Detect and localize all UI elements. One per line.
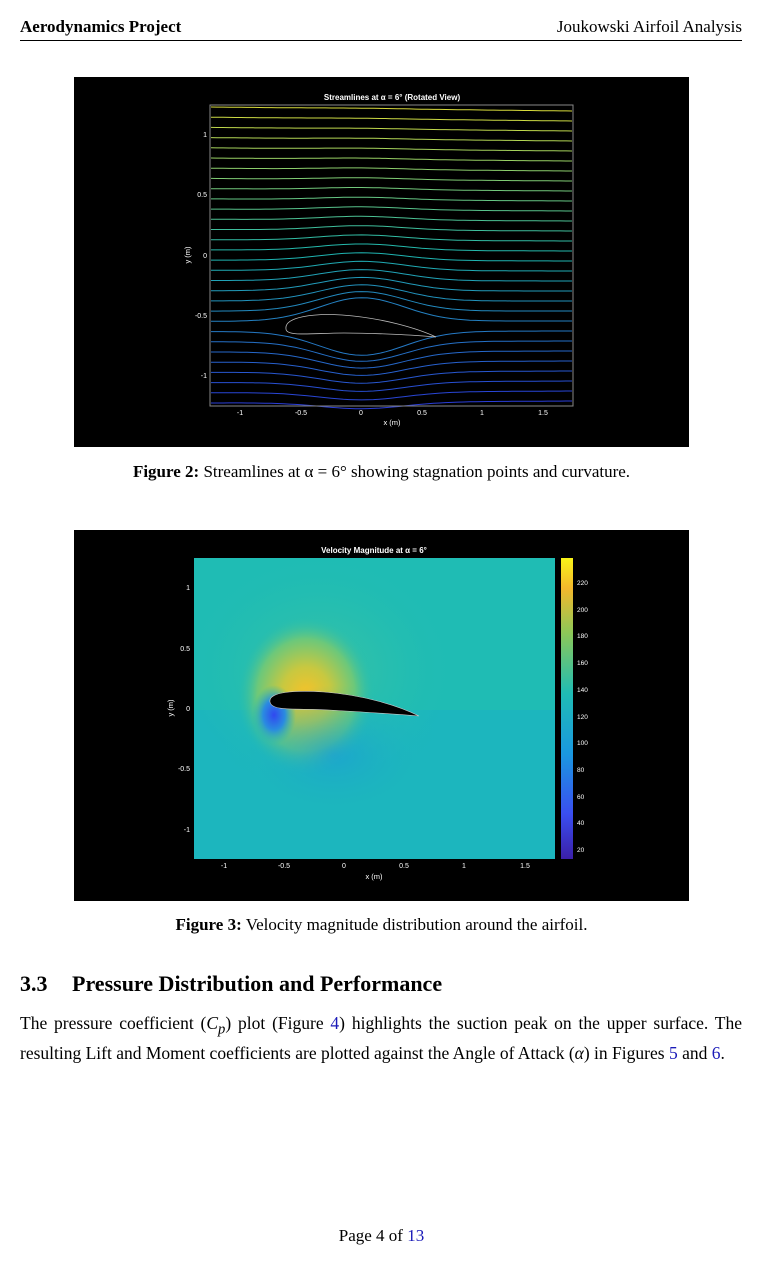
y-tick-label: -0.5	[194, 313, 207, 320]
colorbar-tick-label: 200	[577, 607, 588, 614]
streamline	[211, 226, 572, 231]
x-tick-label: -1	[220, 863, 228, 870]
y-tick-label: 1	[186, 585, 190, 592]
text-run: ) in Figures	[583, 1042, 669, 1063]
streamline	[211, 207, 572, 211]
page-header	[20, 16, 742, 41]
x-tick-label: 1	[480, 410, 484, 417]
plot-title: Velocity Magnitude at α = 6°	[321, 546, 427, 555]
figure-3-caption	[0, 915, 763, 935]
header-left: Aerodynamics Project	[20, 17, 182, 36]
footer-prefix: Page 4 of	[338, 1226, 408, 1245]
text-run: ) plot (Figure	[225, 1013, 331, 1033]
text-run: ) highlights the suction peak on the upper surface. The resulting Lift and Moment coefficients are plotted against the Angle of Attack (	[20, 1013, 743, 1063]
page-footer	[0, 1226, 763, 1246]
streamline	[211, 351, 572, 368]
colorbar-tick-label: 60	[577, 794, 585, 801]
y-axis-label: y (m)	[183, 246, 192, 264]
colorbar-tick-label: 120	[577, 714, 588, 721]
figure-2-streamlines	[74, 77, 689, 447]
x-tick-labels	[221, 863, 530, 870]
math-alpha: α	[574, 1042, 584, 1063]
text-run: The pressure coefficient (	[20, 1013, 207, 1033]
streamline	[211, 197, 572, 201]
streamline	[211, 216, 572, 221]
colorbar-tick-label: 160	[577, 660, 588, 667]
figure-3-velocity-magnitude	[74, 530, 689, 901]
streamline	[211, 253, 572, 261]
y-tick-label: -1	[200, 373, 207, 380]
colorbar-tick-label: 180	[577, 633, 588, 640]
x-tick-label: 0	[359, 410, 363, 417]
math-cp-subscript: p	[218, 1021, 226, 1038]
y-tick-label: 0.5	[197, 192, 207, 199]
caption-text: Streamlines at α = 6° showing stagnation points and curvature.	[203, 462, 631, 481]
streamline	[211, 178, 572, 181]
streamline	[211, 117, 572, 121]
x-tick-label: 0	[342, 863, 346, 870]
total-pages-link[interactable]: 13	[407, 1226, 425, 1245]
streamline	[211, 138, 572, 141]
streamline	[211, 401, 572, 409]
x-axis-label: x (m)	[365, 872, 383, 881]
streamline-group	[211, 107, 572, 409]
plot-title: Streamlines at α = 6° (Rotated View)	[323, 93, 461, 102]
y-axis-label: y (m)	[166, 699, 175, 717]
figure-5-link[interactable]: 5	[668, 1042, 678, 1063]
x-tick-label: -0.5	[277, 863, 291, 870]
caption-label: Figure 3:	[175, 915, 242, 934]
streamline	[211, 107, 572, 111]
text-run: .	[720, 1042, 725, 1063]
velocity-plot	[74, 530, 689, 901]
colorbar-tick-label: 140	[577, 687, 588, 694]
streamline	[211, 285, 572, 301]
colorbar-tick-label: 80	[577, 767, 585, 774]
streamline	[211, 261, 572, 271]
streamline	[211, 158, 572, 161]
streamline	[211, 381, 572, 391]
streamline	[211, 168, 572, 171]
colorbar-tick-labels	[577, 580, 588, 854]
figure-2-caption	[0, 462, 763, 482]
x-axis-label: x (m)	[383, 418, 401, 427]
colorbar-tick-label: 220	[577, 580, 588, 587]
section-title: Pressure Distribution and Performance	[72, 971, 443, 996]
y-tick-label: 0	[186, 706, 190, 713]
x-tick-label: 0.5	[399, 863, 409, 870]
y-tick-label: -1	[183, 827, 190, 834]
y-tick-label: 0	[203, 253, 207, 260]
text-run: and	[677, 1042, 712, 1063]
airfoil-shape	[286, 315, 436, 337]
streamline	[211, 235, 572, 241]
streamline	[211, 244, 572, 251]
streamline	[211, 391, 572, 400]
x-tick-label: 0.5	[417, 410, 427, 417]
y-tick-label: -0.5	[177, 766, 190, 773]
figure-4-link[interactable]: 4	[330, 1013, 340, 1033]
caption-text: Velocity magnitude distribution around the airfoil.	[245, 915, 588, 934]
colorbar-tick-label: 100	[577, 740, 588, 747]
section-number: 3.3	[20, 971, 48, 996]
y-tick-labels	[195, 132, 207, 380]
figure-6-link[interactable]: 6	[711, 1042, 721, 1063]
colorbar	[561, 558, 573, 859]
x-tick-labels	[237, 410, 548, 417]
x-tick-label: 1.5	[538, 410, 548, 417]
x-tick-label: 1	[462, 863, 466, 870]
x-tick-label: -0.5	[294, 410, 308, 417]
streamline	[211, 148, 572, 151]
colorbar-tick-label: 20	[577, 847, 585, 854]
section-heading	[20, 971, 442, 997]
caption-label: Figure 2:	[132, 462, 200, 481]
header-right: Joukowski Airfoil Analysis	[556, 17, 742, 36]
streamline	[211, 127, 572, 131]
x-tick-label: -1	[236, 410, 244, 417]
y-tick-label: 0.5	[180, 646, 190, 653]
colorbar-tick-label: 40	[577, 820, 585, 827]
math-cp: C	[206, 1013, 219, 1033]
y-tick-labels	[178, 585, 190, 834]
y-tick-label: 1	[203, 132, 207, 139]
body-paragraph	[20, 1012, 742, 1065]
streamline	[211, 188, 572, 192]
streamlines-plot	[74, 77, 689, 447]
x-tick-label: 1.5	[520, 863, 530, 870]
